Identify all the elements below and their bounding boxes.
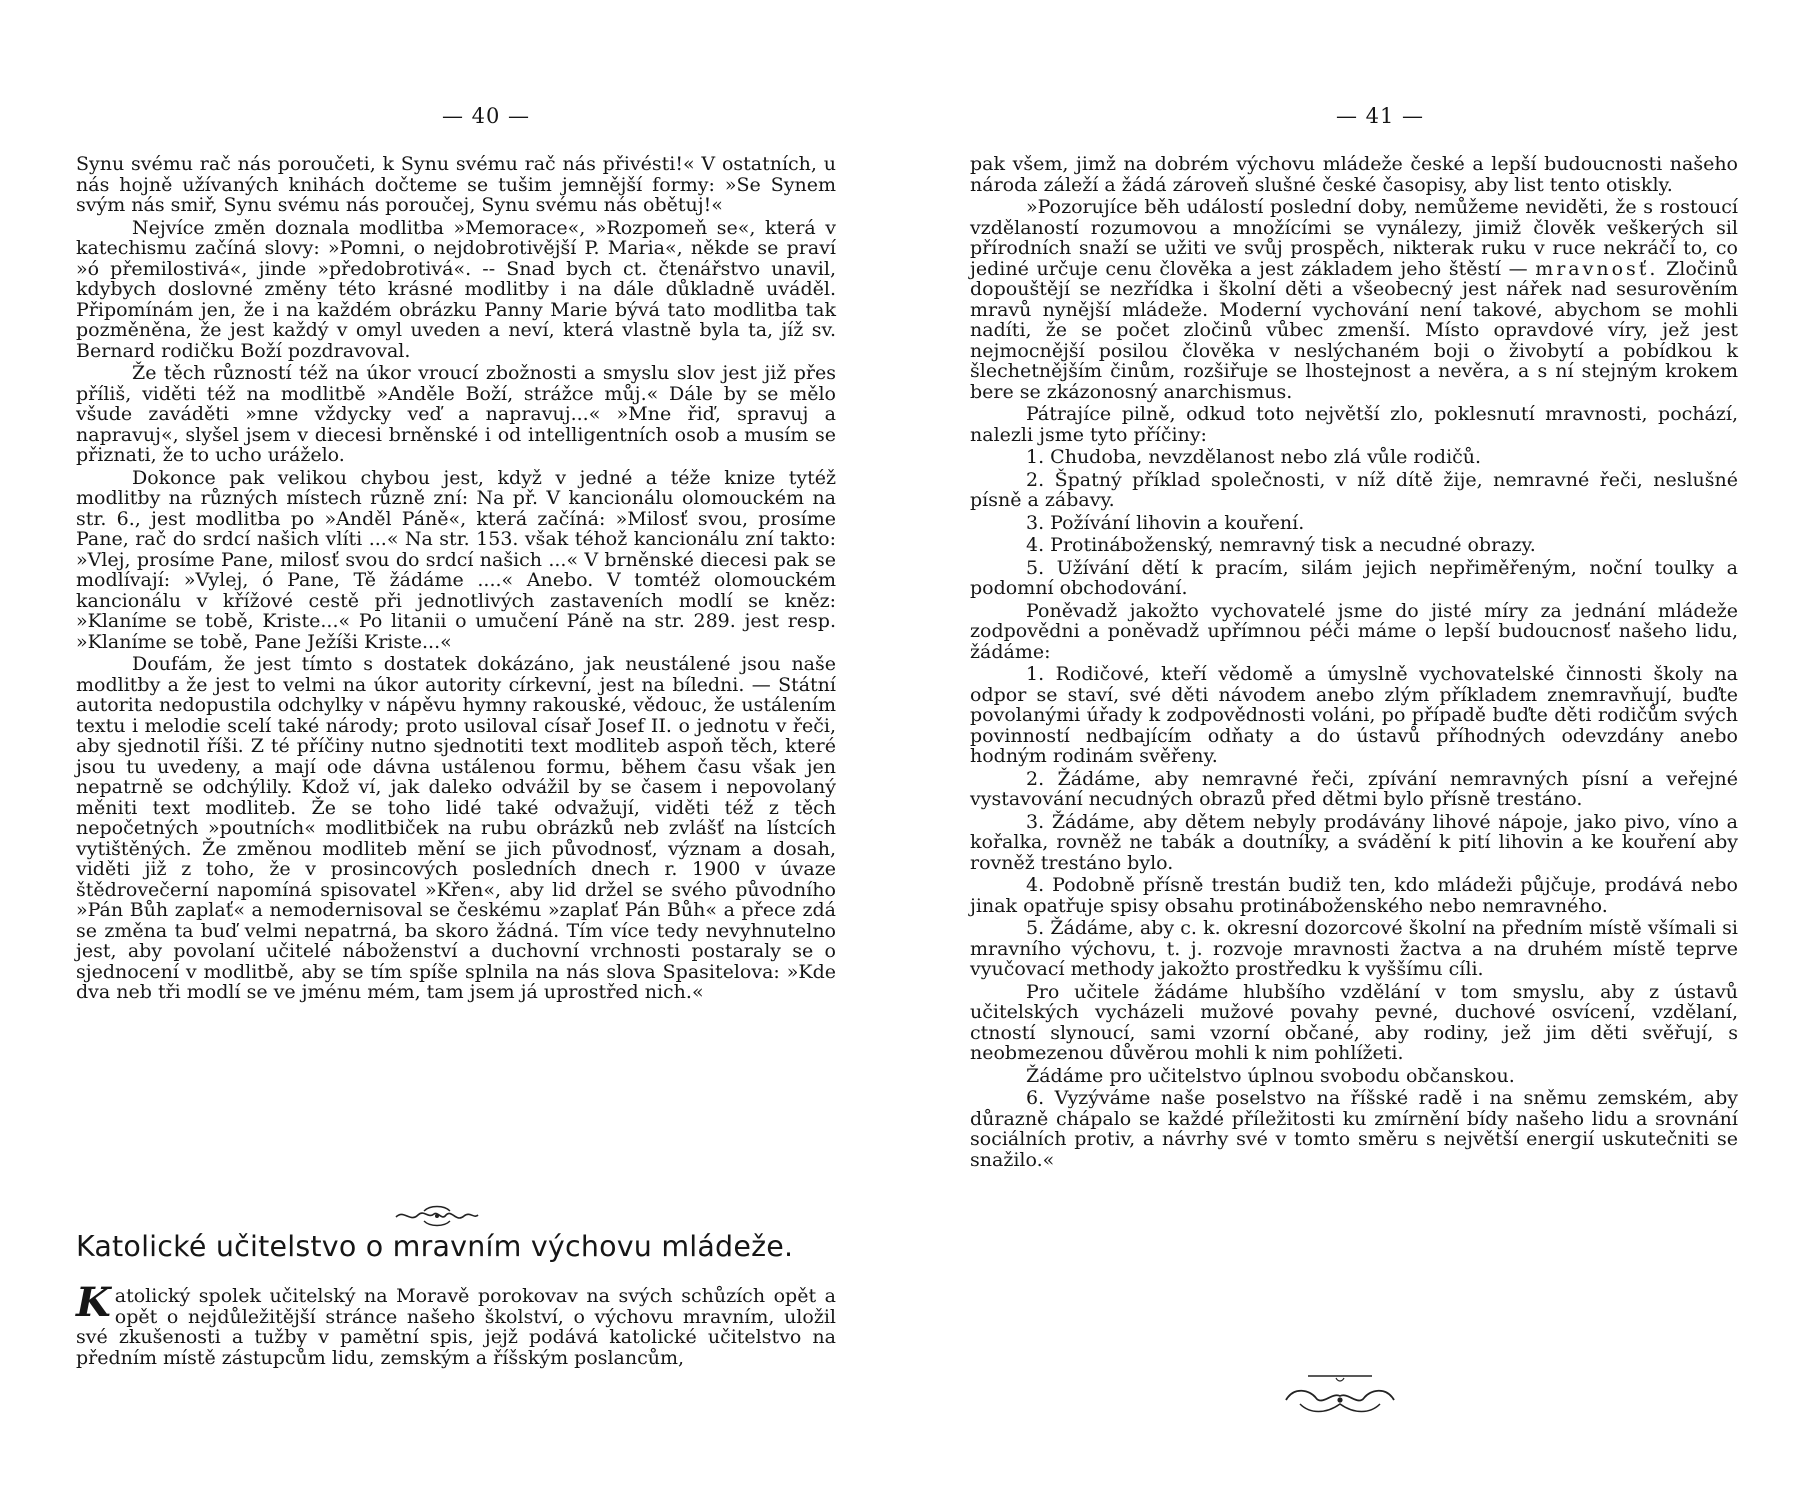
list-item: 4. Podobně přísně trestán budiž ten, kdo mládeži půjčuje, prodává nebo jinak opatřuje spisy obsahu protináboženského nebo nemravného. <box>970 874 1738 917</box>
paragraph: Synu svému rač nás poroučeti, k Synu svému rač nás přivésti!« V ostatních, u nás hojně užívaných knihách dočteme se tušim jemnější formy: »Se Synem svým nás smiř, Synu svému nás poroučej, Synu svému nás obětuj!« <box>76 153 836 216</box>
paragraph: Doufám, že jest tímto s dostatek dokázáno, jak neustálené jsou naše modlitby a že jest to velmi na úkor autority církevní, jest na bíledni. — Státní autorita nedopustila odchylky v nápěvu hymny rakouské, vědouc, že ustálením textu i melodie scelí také národy; proto usiloval císař Josef II. o jednotu v řeči, aby sjednotil říši. Z té příčiny nutno sjednotiti text modliteb aspoň těch, které jsou tu uvedeny, a mají ode dávna ustálenou formu, během času však jen nepatrně se odchýlily. Kdož ví, jak daleko odvážil by se časem i nepovolaný měniti text modliteb. Že se toho lidé také odvažují, viděti též z těch nepočetných »poutních« modlitbiček na rubu obrázků neb zvlášť na lístcích vytištěných. Že změnou modliteb mění se jich původnosť, význam a dosah, viděti již z toho, že v prosincových posledních dnech r. 1900 v úvaze štědrovečerní napomíná spisovatel »Křen«, aby lid držel se svého původního »Pán Bůh zaplať« a nemodernisoval se českému »zaplať Pán Bůh« a přece zdá se změna ta buď velmi nepatrná, ba skoro žádná. Tím více tedy nevyhnutelno jest, aby povolaní učitelé náboženství a duchovní vrchnosti postaraly se o sjednocení v modlitbě, aby se tím spíše splnila na nás slova Spasitelova: »Kde dva neb tři modlí se ve jménu mém, tam jsem já uprostřed nich.« <box>76 653 836 1003</box>
drop-cap: K <box>76 1279 111 1326</box>
list-item: 3. Žádáme, aby dětem nebyly prodávány lihové nápoje, jako pivo, víno a kořalka, rovněž ne tabák a doutníky, a svádění k pití lihovin a ke kouření aby rovněž trestáno bylo. <box>970 810 1738 874</box>
left-page <box>76 0 896 1500</box>
spaced-word: mravnosť. <box>1535 257 1659 280</box>
paragraph: 6. Vyzýváme naše poselstvo na říšské radě i na sněmu zemském, aby důrazně chápalo se každé příležitosti ku zmírnění bídy našeho lidu a srovnání sociálních protiv, a návrhy své v tomto směru s největší energií uskutečniti se snažilo.« <box>970 1087 1738 1171</box>
paragraph: Dokonce pak velikou chybou jest, když v jedné a téže knize tytéž modlitby na různých místech různě zní: Na př. V kancionálu olomouckém na str. 6., jest modlitba po »Anděl Páně«, která začíná: »Milosť svou, prosíme Pane, rač do srdcí našich vlíti ...« Na str. 153. však téhož kancionálu zní takto: »Vlej, prosíme Pane, milosť svou do srdcí našich ...« V brněnské diecesi pak se modlívají: »Vylej, ó Pane, Tě žádáme ....« Anebo. V tomtéž olomouckém kancionálu v křížové cestě při jednotlivých zastaveních modlí se kněz: »Klaníme se tobě, Kriste...« Po litanii o umučení Páně na str. 289. jest resp. »Klaníme se tobě, Pane Ježíši Kriste...« <box>76 466 836 653</box>
paragraph: Nejvíce změn doznala modlitba »Memorace«, »Rozpomeň se«, která v katechismu začíná slovy: »Pomni, o nejdobrotivější P. Maria«, někde se praví »ó přemilostivá«, jinde »předobrotivá«. -- Snad bych ct. čtenářstvo unavil, kdybych doslovné změny této krásné modlitby i na dále důkladně uváděl. Připomínám jen, že i na každém obrázku Panny Marie bývá tato modlitba tak pozměněna, že jest každý v omyl uveden a neví, která vlastně byla ta, jíž sv. Bernard rodičku Boží pozdravoval. <box>76 216 836 362</box>
paragraph-text: »Pozorujíce běh událostí poslední doby, nemůžeme neviděti, že s rostoucí vzdělaností rozumovou a množícími se vynálezy, jimiž člověk veškerých sil přírodních snaží se užiti ve svůj prospěch, nikterak ruku v ruce nekráčí to, co jediné určuje cenu člověka a jest základem jeho štěstí — <box>970 196 1738 280</box>
left-page-body <box>76 154 836 1005</box>
paragraph: pak všem, jimž na dobrém výchovu mládeže české a lepší budoucnosti našeho národa záleží a žádá zároveň slušné české časopisy, aby list tento otiskly. <box>970 153 1738 196</box>
left-page-body-bottom <box>76 1279 836 1370</box>
ornament-divider <box>394 1205 480 1227</box>
paragraph: Že těch růzností též na úkor vroucí zbožnosti a smyslu slov jest již přes příliš, viděti též na modlitbě »Anděle Boží, strážce můj.« Dále by se mělo všude zaváděti »mne vždycky veď a napravuj...« »Mne řiď, spravuj a napravuj«, slyšel jsem v diecesi brněnské i od intelligentních osob a musím se přiznati, že to ucho uráželo. <box>76 362 836 466</box>
right-page-body <box>970 154 1738 1172</box>
list-item: 1. Rodičové, kteří vědomě a úmyslně vychovatelské činnosti školy na odpor se staví, své děti návodem anebo zlým příkladem znemravňují, buďte povolanými úřady k zodpovědnosti voláni, po případě buďte děti rodičům svých povinností nedbajícím odňaty a do ústavů příhodných odevzdány anebo hodným rodinám svěřeny. <box>970 663 1738 767</box>
list-item: 2. Žádáme, aby nemravné řeči, zpívání nemravných písní a veřejné vystavování necudných obrazů před dětmi bylo přísně trestáno. <box>970 767 1738 810</box>
list-item: 1. Chudoba, nevzdělanost nebo zlá vůle rodičů. <box>1026 446 1482 468</box>
list-item: 4. Protináboženský, nemravný tisk a necudné obrazy. <box>1026 534 1536 556</box>
page-number: — 41 — <box>1335 104 1425 128</box>
paragraph <box>76 1279 836 1369</box>
ornament-divider <box>1270 1370 1410 1420</box>
paragraph-text: atolický spolek učitelský na Moravě porokovav na svých schůzích opět a opět o nejdůležitější stránce našeho školství, o výchovu mravním, uložil své zkušenosti a tužby v pamětní spis, jejž podává katolické učitelstvo na předním místě zástupcům lidu, zemským a říšským poslancům, <box>76 1285 836 1369</box>
paragraph: Žádáme pro učitelstvo úplnou svobodu občanskou. <box>1026 1064 1515 1087</box>
paragraph-text: Zločinů dopouštějí se nezřídka i školní děti a všeobecný jest nářek nad sesurověním mravů nynější mládeže. Moderní vychování není takové, abychom se mohli nadíti, že se počet zločinů vůbec zmenší. Místo opravdové víry, jež jest nejmocnější posilou člověka v neslýchaném boji o živobytí a pobídkou k šlechetnějším činům, rozšiřuje se lhostejnost a nevěra, a s ní stejným krokem bere se zkázonosný anarchismus. <box>970 257 1739 403</box>
paragraph <box>970 197 1738 402</box>
paragraph: Pátrajíce pilně, odkud toto největší zlo, poklesnutí mravnosti, pochází, nalezli jsme tyto příčiny: <box>970 403 1738 446</box>
paragraph: Pro učitele žádáme hlubšího vzdělání v tom smyslu, aby z ústavů učitelských vycházeli mužové povahy pevné, duchové osvícení, vzdělaní, ctností slynoucí, sami vzorní občané, aby rodiny, jež jim děti svěřují, s neobmezenou důvěrou mohli k nim pohlížeti. <box>970 980 1738 1064</box>
right-page <box>970 0 1790 1500</box>
list-item: 3. Požívání lihovin a kouření. <box>1026 511 1305 534</box>
paragraph: Poněvadž jakožto vychovatelé jsme do jisté míry za jednání mládeže zodpovědni a poněvadž upřímnou péči máme o lepší budoucnosť našeho lidu, žádáme: <box>970 599 1738 663</box>
list-item: 2. Špatný příklad společnosti, v níž dítě žije, nemravné řeči, neslušné písně a zábavy. <box>970 468 1738 511</box>
list-item: 5. Užívání dětí k pracím, silám jejich nepřiměřeným, noční toulky a podomní obchodování. <box>970 556 1738 599</box>
list-item: 5. Žádáme, aby c. k. okresní dozorcové školní na předním místě všímali si mravního výchovu, t. j. rozvoje mravnosti žactva a na druhém místě teprve vyučovací methody jakožto prostředku k vyššímu cíli. <box>970 917 1738 980</box>
section-heading: Katolické učitelstvo o mravním výchovu mládeže. <box>76 1230 794 1263</box>
page-number: — 40 — <box>441 104 531 128</box>
